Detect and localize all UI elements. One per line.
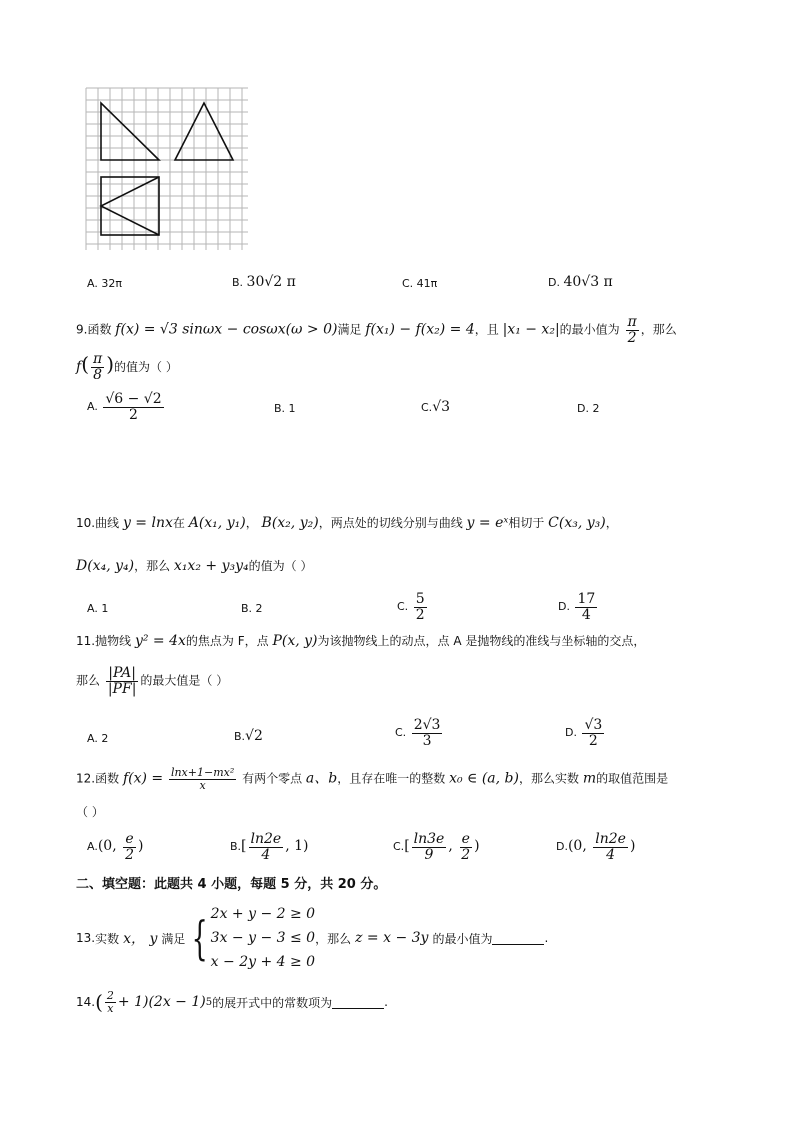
q10-formula: B(x₂, y₂) [261,515,319,531]
q9-text: 的最小值为 [559,322,620,337]
q12-option-a-value: ) [138,838,144,855]
q11-text: 那么 [76,673,101,688]
q9-line2: f( $\frac{\pi}{8}$ )的值为（ ） [76,351,178,383]
q13-text: 实数 [95,931,120,946]
q8-option-b-label: B. [232,276,244,289]
section2-heading: 二、填空题：此题共 4 小题，每题 5 分，共 20 分。 [76,877,387,892]
q11-option-d-value: $\frac{√3}{2}$ [584,717,603,749]
q10-text: 在 [172,516,185,530]
q13-text: 的最小值为 [432,931,493,946]
q10-option-d-value: $\frac{17}{4}$ [577,591,596,623]
q9-formula: f(x₁) − f(x₂) = 4 [365,321,475,338]
q10-text: 相切于 [508,516,545,530]
q12-formula: x₀ ∈ (a, b) [449,770,519,787]
q11-text: 的焦点为 F，点 [185,634,269,648]
q9-fraction: $\frac{\pi}{8}$ [93,351,103,383]
q9-option-c-label: C. [421,401,433,414]
q10-option-a[interactable]: A. 1 [87,602,109,615]
q12-option-d-value: (0, [567,838,592,855]
q9-text: ，那么 [640,322,677,337]
q10-option-c-label: C. [397,600,409,614]
q12-option-b[interactable] [230,832,308,862]
q11-line2 [76,666,228,696]
q11-option-c-value: $\frac{2√3}{3}$ [413,717,441,749]
q12-text: ，那么实数 [518,771,579,786]
q11-option-b-value: √2 [245,728,263,744]
q9-formula: |x₁ − x₂| [502,321,560,338]
q14: 14. ( $\frac{2}{x}$ + 1)(2x − 1) 5 的展开式中的常数项为 . [76,989,388,1015]
q8-option-b-value: 30√2 π [246,274,296,290]
q11-text: 为该抛物线上的动点，点 A 是抛物线的准线与坐标轴的交点， [317,634,646,648]
q13-answer-blank[interactable] [492,932,544,945]
q10-option-b[interactable]: B. 2 [241,602,263,615]
q12-option-d-label: D. [556,840,568,854]
q10-option-d-label: D. [558,600,570,614]
q8-option-d-label: D. [548,276,560,289]
q10-text: ， [245,516,258,530]
q11-number: 11. [76,634,96,648]
q9-number: 9. [76,322,88,337]
q8-option-d[interactable] [548,274,613,290]
q13-text: ，那么 [315,931,352,946]
q13-number: 13. [76,931,96,945]
q10-line1 [76,514,618,531]
q12-option-d-value: ) [629,838,636,855]
q12-option-c-value: , [448,838,458,855]
q10-line2 [76,557,312,574]
q11-option-d-label: D. [565,726,577,740]
q8-option-d-value: 40√3 π [563,274,613,290]
q11-line1 [76,632,645,649]
three-view-figure [84,86,250,252]
q9-line1 [76,315,677,345]
q14-text: . [384,995,388,1010]
q12-option-b-label: B. [230,840,242,854]
q11-formula: y² = 4x [134,633,186,649]
q13-constraint: 2x + y − 2 ≥ 0 [210,906,316,922]
q12-formula: m [582,770,597,787]
q13-text: 满足 [161,931,186,946]
q12-option-c[interactable] [393,832,480,862]
q12-option-c-value: [ [404,838,410,855]
q9-formula: f [76,359,82,375]
q9-text: 的值为（ ） [114,360,178,374]
q13-constraint: x − 2y + 4 ≥ 0 [210,954,316,970]
q10-number: 10. [76,516,96,530]
q13-vars: x， y [123,931,158,947]
q9-option-c-value: √3 [432,399,451,415]
q13-expr: z = x − 3y [355,930,429,946]
q14-number: 14. [76,995,96,1010]
q12-text: 的取值范围是 [596,771,669,786]
q10-option-d[interactable] [558,592,599,622]
q10-text: ，两点处的切线分别与曲线 [318,516,463,530]
q11-fraction: $\frac{|PA|}{|PF|}$ [107,665,137,697]
q9-text: ，且 [474,322,499,337]
q11-option-a[interactable]: A. 2 [87,732,109,745]
q10-text: ， [605,516,618,530]
q12-option-b-value: , 1) [285,838,309,855]
q11-text: 抛物线 [95,634,132,648]
q9-option-a-value: $\frac{√6 - √2}{2}$ [105,391,162,423]
q10-formula: A(x₁, y₁) [188,515,246,531]
q12-text: 函数 [95,771,120,786]
q13-text: . [544,931,549,945]
q12-option-a-label: A. [87,840,98,854]
q12-option-c-label: C. [393,840,405,854]
q12-number: 12. [76,771,96,786]
q12-formula: a、b [305,770,338,787]
q10-text: ，那么 [134,559,171,573]
q14-text: 的展开式中的常数项为 [212,995,333,1010]
q10-text: 曲线 [95,516,120,530]
q8-option-c[interactable]: C. 41π [402,277,438,290]
q10-formula: C(x₃, y₃) [548,515,606,531]
q10-option-c[interactable] [397,592,429,622]
q12-option-c-value: ) [474,838,480,855]
q12-option-a[interactable] [87,832,144,862]
q14-fraction: $\frac{2}{x}$ [106,989,114,1015]
q12-option-d[interactable] [556,832,635,862]
q12-option-c-fraction: $\frac{\ln 3e}{9}$ [413,831,445,863]
q12-formula: f(x) = [122,770,164,787]
q8-option-a[interactable]: A. 32π [87,277,122,290]
q11-option-d[interactable] [565,718,606,748]
q11-option-c[interactable] [395,718,444,748]
q12-option-a-value: (0, [97,838,122,855]
q10-formula: y = lnx [122,515,173,531]
q13-constraint-system: { 2x + y − 2 ≥ 0 3x − y − 3 ≤ 0 x − 2y + 4 ≥ 0 [185,902,315,974]
q12-text: 有两个零点 [242,771,303,786]
q11-formula: P(x, y) [272,633,318,649]
q9-text: 满足 [337,322,362,337]
q13 [76,902,548,974]
q10-formula: y = eˣ [466,515,509,531]
q9-option-a[interactable] [87,392,166,422]
q10-formula: x₁x₂ + y₃y₄ [173,558,249,574]
q9-option-b[interactable]: B. 1 [274,402,296,415]
q9-option-c[interactable] [421,399,450,415]
q12-option-c-fraction: $\frac{e}{2}$ [461,831,471,863]
q9-formula: f(x) = √3 sinωx − cosωx(ω > 0) [115,321,338,338]
q12-option-d-fraction: $\frac{\ln 2e}{4}$ [595,831,626,863]
q14-exponent: 5 [205,996,213,1008]
q9-text: 函数 [87,322,112,337]
q10-text: 的值为（ ） [248,559,313,573]
q12-text: ，且存在唯一的整数 [337,771,446,786]
q10-formula: D(x₄, y₄) [76,558,135,574]
q11-text: 的最大值是（ ） [140,673,229,688]
q14-answer-blank[interactable] [332,996,384,1009]
q11-option-b[interactable] [234,728,263,744]
q13-constraint: 3x − y − 3 ≤ 0 [210,930,316,946]
q12-option-a-fraction: $\frac{e}{2}$ [125,831,135,863]
q9-option-d[interactable]: D. 2 [577,402,600,415]
q12-option-b-value: [ [241,838,247,855]
q10-option-c-value: $\frac{5}{2}$ [415,591,425,623]
q14-formula: + 1)(2x − 1) [117,994,206,1011]
q8-option-b[interactable] [232,274,296,290]
q9-fraction: $\frac{\pi}{2}$ [627,314,637,346]
q12-fraction: $\frac{\text{lnx+1−mx²}}{x}$ [170,766,235,792]
q9-option-a-label: A. [87,400,98,414]
q11-option-b-label: B. [234,730,246,743]
q12-option-b-fraction: $\frac{\ln 2e}{4}$ [250,831,282,863]
q11-option-c-label: C. [395,726,407,740]
q12-line1 [76,767,668,791]
q12-line2: （ ） [76,805,104,819]
